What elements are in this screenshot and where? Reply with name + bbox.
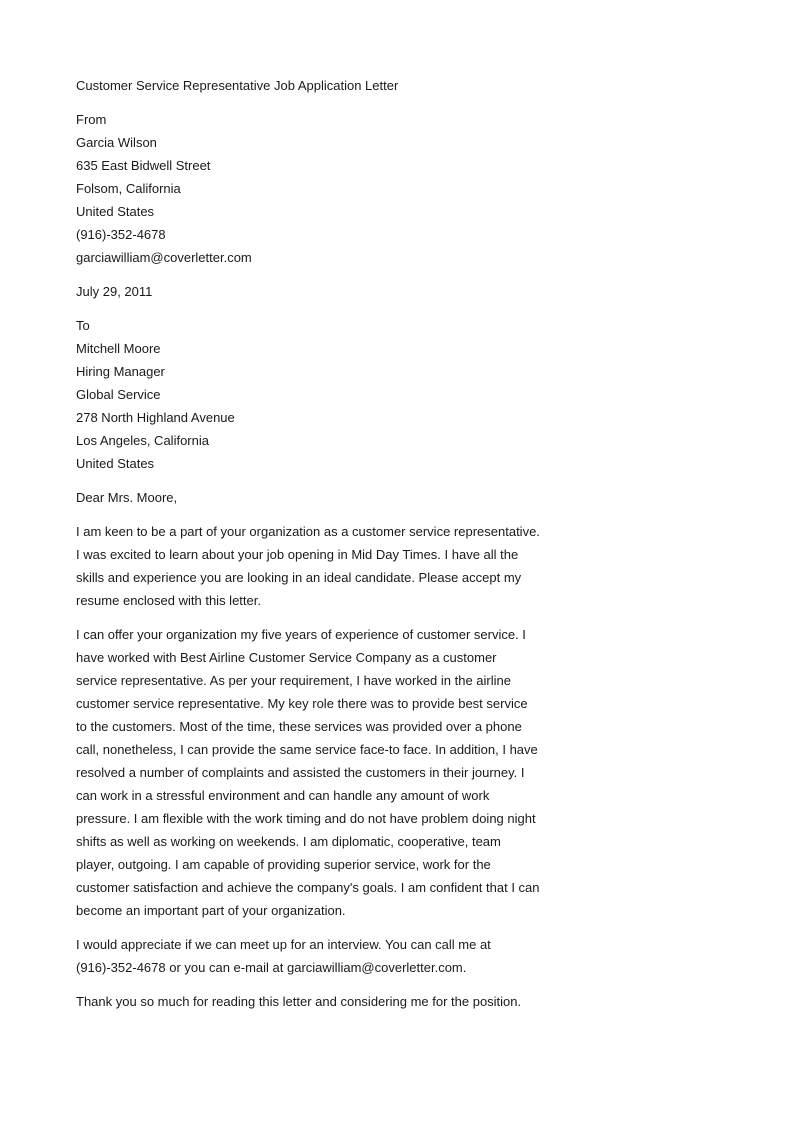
letter-page	[76, 74, 556, 1024]
recipient-street: 278 North Highland Avenue	[76, 410, 235, 425]
paragraph-line: shifts as well as working on weekends. I am diplomatic, cooperative, team	[76, 834, 501, 849]
paragraph-interview	[76, 933, 556, 979]
paragraph-line: skills and experience you are looking in an ideal candidate. Please accept my	[76, 570, 522, 585]
paragraph-line: (916)-352-4678 or you can e-mail at garciawilliam@coverletter.com.	[76, 960, 467, 975]
paragraph-closing	[76, 990, 556, 1013]
paragraph-line: I am keen to be a part of your organization as a customer service representative.	[76, 524, 540, 539]
recipient-name: Mitchell Moore	[76, 341, 161, 356]
sender-city: Folsom, California	[76, 181, 181, 196]
sender-block	[76, 108, 556, 269]
paragraph-line: customer service representative. My key role there was to provide best service	[76, 696, 528, 711]
sender-street: 635 East Bidwell Street	[76, 158, 211, 173]
salutation: Dear Mrs. Moore,	[76, 490, 178, 505]
sender-phone: (916)-352-4678	[76, 227, 166, 242]
sender-label: From	[76, 112, 107, 127]
paragraph-line: become an important part of your organization.	[76, 903, 346, 918]
paragraph-line: I would appreciate if we can meet up for an interview. You can call me at	[76, 937, 491, 952]
paragraph-line: I was excited to learn about your job opening in Mid Day Times. I have all the	[76, 547, 519, 562]
sender-email: garciawilliam@coverletter.com	[76, 250, 252, 265]
paragraph-line: call, nonetheless, I can provide the same service face-to face. In addition, I have	[76, 742, 538, 757]
paragraph-experience	[76, 623, 556, 922]
sender-name: Garcia Wilson	[76, 135, 157, 150]
paragraph-line: can work in a stressful environment and can handle any amount of work	[76, 788, 490, 803]
paragraph-line: I can offer your organization my five years of experience of customer service. I	[76, 627, 526, 642]
paragraph-line: Thank you so much for reading this letter and considering me for the position.	[76, 994, 522, 1009]
letter-title: Customer Service Representative Job Application Letter	[76, 78, 399, 93]
sender-country: United States	[76, 204, 155, 219]
paragraph-line: customer satisfaction and achieve the company's goals. I am confident that I can	[76, 880, 540, 895]
paragraph-line: pressure. I am flexible with the work timing and do not have problem doing night	[76, 811, 536, 826]
letter-date: July 29, 2011	[76, 284, 153, 299]
recipient-country: United States	[76, 456, 155, 471]
paragraph-intro	[76, 520, 556, 612]
recipient-city: Los Angeles, California	[76, 433, 209, 448]
recipient-company: Global Service	[76, 387, 161, 402]
recipient-block	[76, 314, 556, 475]
recipient-label: To	[76, 318, 90, 333]
paragraph-line: service representative. As per your requirement, I have worked in the airline	[76, 673, 511, 688]
paragraph-line: resume enclosed with this letter.	[76, 593, 261, 608]
paragraph-line: resolved a number of complaints and assisted the customers in their journey. I	[76, 765, 525, 780]
recipient-title: Hiring Manager	[76, 364, 165, 379]
paragraph-line: have worked with Best Airline Customer Service Company as a customer	[76, 650, 497, 665]
paragraph-line: to the customers. Most of the time, these services was provided over a phone	[76, 719, 522, 734]
paragraph-line: player, outgoing. I am capable of providing superior service, work for the	[76, 857, 491, 872]
